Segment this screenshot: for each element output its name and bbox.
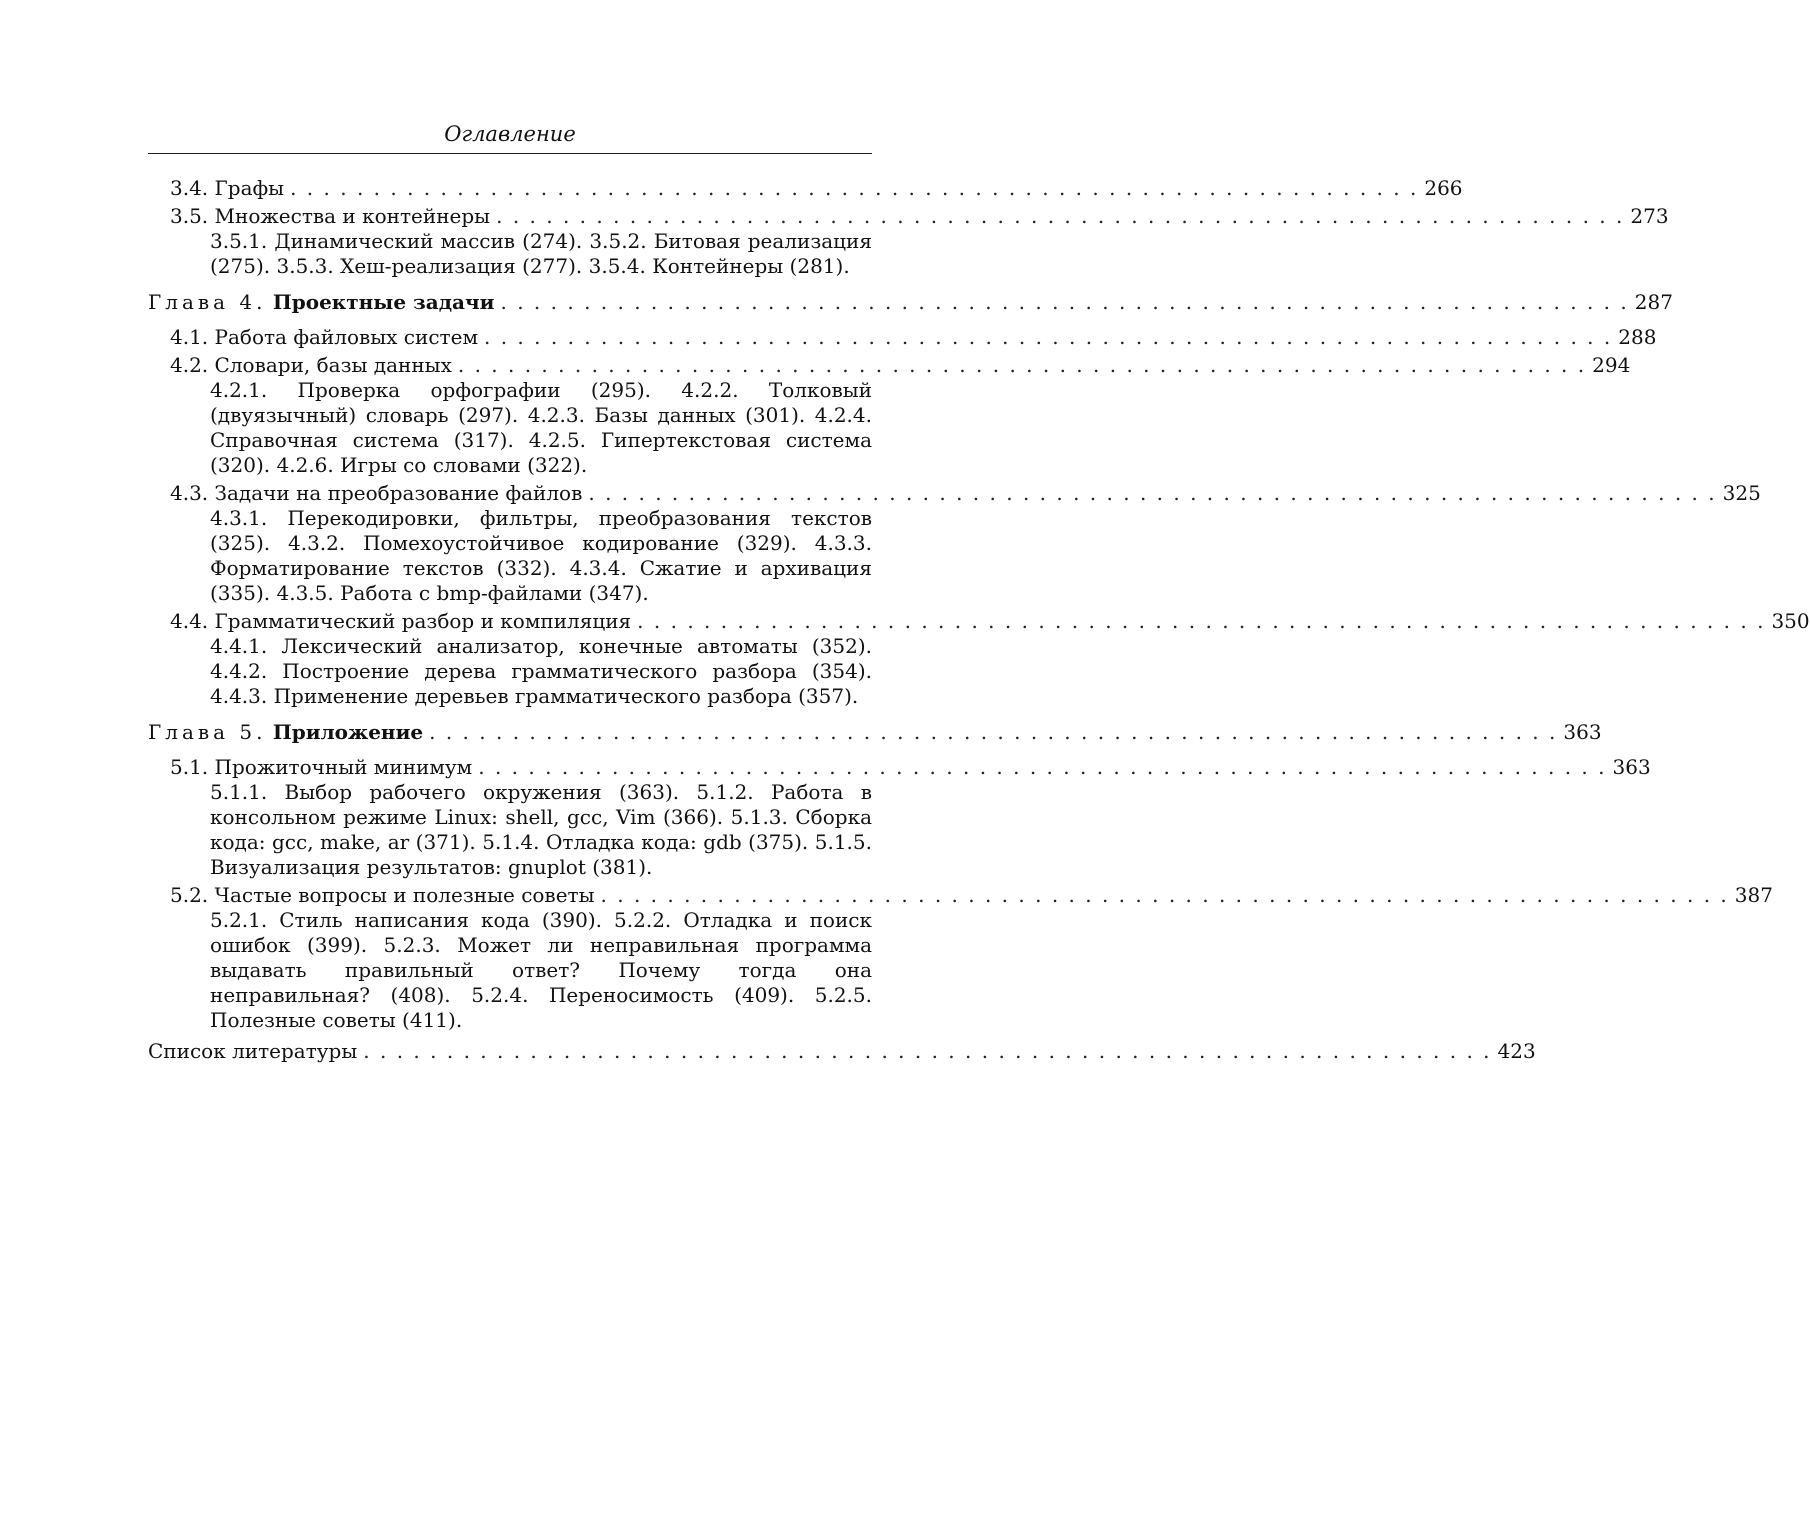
page-number: 363 [1612, 755, 1651, 779]
leader-dots: . . . . . . . . . . . . . . . . . . . . . . . . . . . . . . . . . . . . . . . . . . . . . . . . . . . . . . . . . . . . . . . . . . . . [500, 290, 1629, 314]
section-title: Прожиточный минимум [214, 755, 473, 779]
page-number: 387 [1734, 883, 1773, 907]
toc-entry-bibliography[interactable] [148, 1039, 1536, 1064]
toc-chapter-4[interactable] [148, 290, 1673, 315]
toc-entry-4-2[interactable] [148, 353, 1631, 378]
header-rule [148, 153, 872, 154]
section-number: 4.4. [170, 609, 209, 633]
toc-entry-3-5[interactable] [148, 204, 1669, 229]
toc-entry-4-1[interactable] [148, 325, 1657, 350]
toc-entry-5-2[interactable] [148, 883, 1773, 908]
table-of-contents [148, 176, 1810, 1064]
subsection-list-5-1: 5.1.1. Выбор рабочего окружения (363). 5.1.2. Работа в консольном режиме Linux: shell, gcc, Vim (366). 5.1.3. Сборка кода: gcc, make, ar (371). 5.1.4. Отладка кода: gdb (375). 5.1.5. Визуализация результатов: gnuplot (381). [210, 780, 872, 879]
section-title: Задачи на преобразование файлов [214, 481, 583, 505]
section-number: 5.1. [170, 755, 209, 779]
leader-dots: . . . . . . . . . . . . . . . . . . . . . . . . . . . . . . . . . . . . . . . . . . . . . . . . . . . . . . . . . . . . . . . . . . . . [457, 353, 1587, 377]
toc-entry-5-1[interactable] [148, 755, 1651, 780]
chapter-title: Проектные задачи [272, 290, 495, 314]
section-number: 4.2. [170, 353, 209, 377]
section-title: Частые вопросы и полезные советы [214, 883, 595, 907]
page-number: 423 [1497, 1039, 1536, 1063]
subsection-list-4-3: 4.3.1. Перекодировки, фильтры, преобразования текстов (325). 4.3.2. Помехоустойчивое кодирование (329). 4.3.3. Форматирование текстов (332). 4.3.4. Сжатие и архивация (335). 4.3.5. Работа с bmp-файлами (347). [210, 506, 872, 605]
leader-dots: . . . . . . . . . . . . . . . . . . . . . . . . . . . . . . . . . . . . . . . . . . . . . . . . . . . . . . . . . . . . . . . . . . . . [478, 755, 1607, 779]
section-number: 3.4. [170, 176, 209, 200]
toc-entry-4-4[interactable] [148, 609, 1810, 634]
page-number: 288 [1618, 325, 1657, 349]
toc-entry-3-4[interactable] [148, 176, 1463, 201]
leader-dots: . . . . . . . . . . . . . . . . . . . . . . . . . . . . . . . . . . . . . . . . . . . . . . . . . . . . . . . . . . . . . . . . . . . . [484, 325, 1613, 349]
page-header-title: Оглавление [444, 122, 576, 146]
leader-dots: . . . . . . . . . . . . . . . . . . . . . . . . . . . . . . . . . . . . . . . . . . . . . . . . . . . . . . . . . . . . . . . . . . . . [290, 176, 1419, 200]
page-number: 273 [1630, 204, 1669, 228]
page-number: 363 [1563, 720, 1602, 744]
section-title: Множества и контейнеры [214, 204, 491, 228]
subsection-list-4-4: 4.4.1. Лексический анализатор, конечные автоматы (352). 4.4.2. Построение дерева грамматического разбора (354). 4.4.3. Применение деревьев грамматического разбора (357). [210, 634, 872, 708]
section-title: Словари, базы данных [214, 353, 452, 377]
section-title: Грамматический разбор и компиляция [214, 609, 632, 633]
section-title: Работа файловых систем [214, 325, 478, 349]
page-number: 287 [1634, 290, 1673, 314]
page-number: 325 [1722, 481, 1761, 505]
section-number: 3.5. [170, 204, 209, 228]
subsection-list-5-2: 5.2.1. Стиль написания кода (390). 5.2.2. Отладка и поиск ошибок (399). 5.2.3. Может ли неправильная программа выдавать правильный ответ? Почему тогда она неправильная? (408). 5.2.4. Переносимость (409). 5.2.5. Полезные советы (411). [210, 908, 872, 1032]
chapter-title: Приложение [272, 720, 424, 744]
leader-dots: . . . . . . . . . . . . . . . . . . . . . . . . . . . . . . . . . . . . . . . . . . . . . . . . . . . . . . . . . . . . . . . . . . . . [363, 1039, 1492, 1063]
page-number: 266 [1424, 176, 1463, 200]
subsection-list-3-5: 3.5.1. Динамический массив (274). 3.5.2. Битовая реализация (275). 3.5.3. Хеш-реализация (277). 3.5.4. Контейнеры (281). [210, 229, 872, 278]
leader-dots: . . . . . . . . . . . . . . . . . . . . . . . . . . . . . . . . . . . . . . . . . . . . . . . . . . . . . . . . . . . . . . . . . . . . [600, 883, 1729, 907]
chapter-prefix: Глава 4. [148, 290, 267, 314]
leader-dots: . . . . . . . . . . . . . . . . . . . . . . . . . . . . . . . . . . . . . . . . . . . . . . . . . . . . . . . . . . . . . . . . . . . . [637, 609, 1766, 633]
page-number: 294 [1592, 353, 1631, 377]
leader-dots: . . . . . . . . . . . . . . . . . . . . . . . . . . . . . . . . . . . . . . . . . . . . . . . . . . . . . . . . . . . . . . . . . . . . [588, 481, 1717, 505]
section-title: Список литературы [148, 1039, 358, 1063]
section-number: 4.3. [170, 481, 209, 505]
leader-dots: . . . . . . . . . . . . . . . . . . . . . . . . . . . . . . . . . . . . . . . . . . . . . . . . . . . . . . . . . . . . . . . . . . . . [496, 204, 1625, 228]
chapter-prefix: Глава 5. [148, 720, 267, 744]
page-number: 350 [1771, 609, 1810, 633]
section-number: 4.1. [170, 325, 209, 349]
subsection-list-4-2: 4.2.1. Проверка орфографии (295). 4.2.2. Толковый (двуязычный) словарь (297). 4.2.3. Базы данных (301). 4.2.4. Справочная система (317). 4.2.5. Гипертекстовая система (320). 4.2.6. Игры со словами (322). [210, 378, 872, 477]
toc-entry-4-3[interactable] [148, 481, 1761, 506]
section-title: Графы [214, 176, 285, 200]
leader-dots: . . . . . . . . . . . . . . . . . . . . . . . . . . . . . . . . . . . . . . . . . . . . . . . . . . . . . . . . . . . . . . . . . . . . [429, 720, 1558, 744]
toc-chapter-5[interactable] [148, 720, 1602, 745]
section-number: 5.2. [170, 883, 209, 907]
